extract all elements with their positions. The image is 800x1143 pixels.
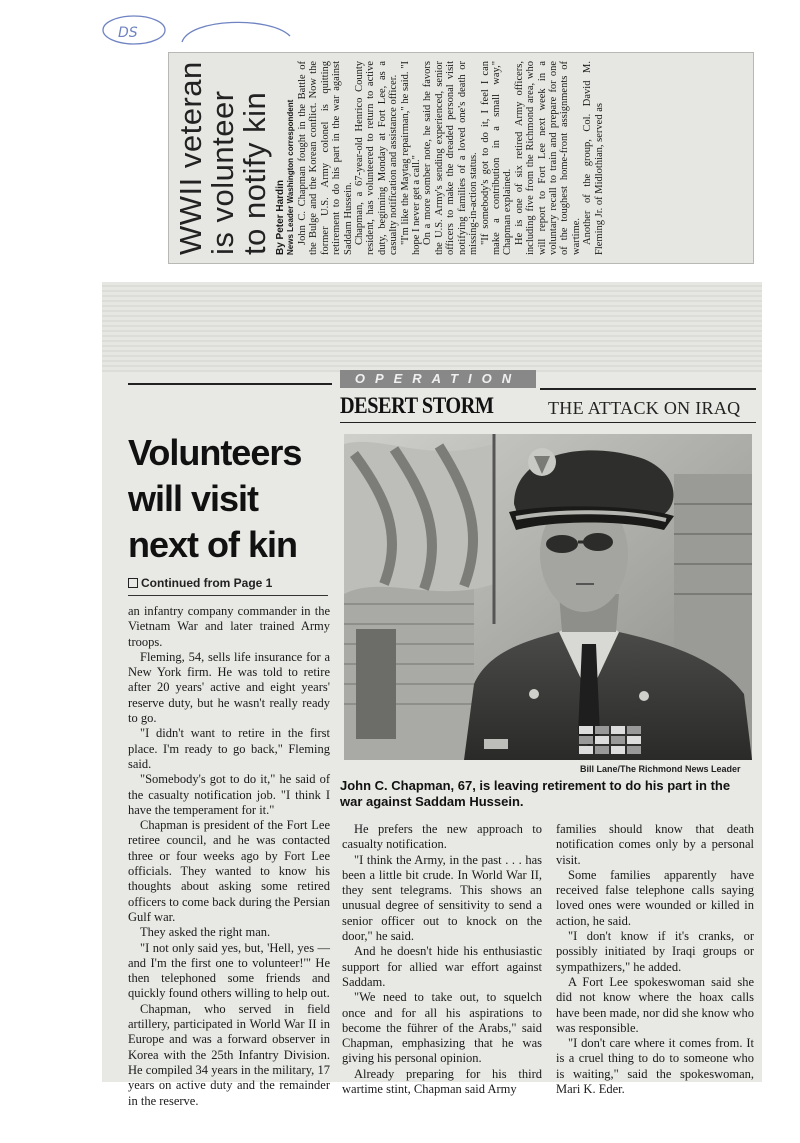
desert-storm-title: DESERT STORM	[340, 393, 494, 418]
paragraph: "I don't know if it's cranks, or possibly initiated by Iraqi groups or sympathizers," he added.	[556, 929, 754, 974]
continued-from-label	[128, 576, 272, 590]
scan-noise-band	[102, 282, 762, 372]
square-bullet-icon	[128, 578, 138, 588]
svg-text:DS: DS	[118, 25, 138, 41]
top-clipping-body	[297, 61, 605, 255]
headline-line: Volunteers	[128, 432, 302, 473]
top-clipping	[168, 52, 754, 264]
top-byline-affiliation: News Leader Washington correspondent	[286, 99, 295, 255]
top-headline-line: is volunteer	[205, 90, 240, 255]
header-rule-left	[128, 383, 332, 385]
paragraph: "I didn't want to retire in the first place. I'm ready to go back," Fleming said.	[128, 726, 330, 771]
header-rule-right	[540, 388, 756, 390]
headline-line: next of kin	[128, 524, 298, 565]
officer-photo	[344, 434, 752, 760]
top-clipping-rotated-content	[169, 53, 753, 263]
headline-line: will visit	[128, 478, 259, 519]
paragraph: "We need to take out, to squelch once and for all his aspirations to become the führer of the Arabs," said Chapman, emphasizing that he was giving his personal opinion.	[342, 990, 542, 1066]
paragraph: families should know that death notification comes only by a personal visit.	[556, 822, 754, 867]
paragraph: "If somebody's got to do it, I feel I can make a contribution in a small way," Chapman explained.	[479, 61, 514, 255]
paragraph: John C. Chapman fought in the Battle of the Bulge and the Korean conflict. Now the former U.S. Army colonel is quitting retirement to do his part in the war against Saddam Hussein.	[297, 61, 354, 255]
paragraph: Already preparing for his third wartime stint, Chapman said Army	[342, 1066, 542, 1097]
article-column-3	[556, 822, 754, 1097]
photo-caption: John C. Chapman, 67, is leaving retirement to do his part in the war against Saddam Hussein.	[340, 778, 731, 809]
attack-on-iraq-subtitle: THE ATTACK ON IRAQ	[548, 398, 741, 418]
operation-banner: OPERATION	[340, 370, 536, 388]
top-clipping-headline	[175, 61, 271, 255]
continued-rule	[128, 595, 328, 596]
paragraph: He prefers the new approach to casualty notification.	[342, 822, 542, 852]
paragraph: Some families apparently have received false telephone calls saying loved ones were wounded or killed in action, he said.	[556, 867, 754, 928]
paragraph: "I'm like the Maytag repairman," he said. "I hope I never get a call."	[399, 61, 423, 255]
paragraph: "I don't care where it comes from. It is a cruel thing to do to someone who is waiting," said the spokeswoman, Mari K. Eder.	[556, 1036, 754, 1097]
article-column-2	[342, 822, 542, 1097]
paragraph: They asked the right man.	[140, 925, 271, 940]
continued-text: Continued from Page 1	[141, 576, 273, 590]
paragraph: He is one of six retired Army officers, including five from the Richmond area, who will report to Fort Lee next week in a voluntary recall to train and prepare for one of the toughest home-front assignments of wartime.	[513, 61, 582, 255]
paragraph: Fleming, 54, sells life insurance for a New York firm. He was told to retire after 20 years' active and eight years' reserve duty, but he wasn't really ready to go.	[128, 649, 330, 726]
paragraph: A Fort Lee spokeswoman said she did not know where the hoax calls have been made, nor did she know who was responsible.	[556, 974, 754, 1035]
paragraph: "I think the Army, in the past . . . has been a little bit crude. In World War II, they sent telegrams. This shows an unusual degree of sensitivity to send a senior officer out to knock on the door," he said.	[342, 852, 542, 944]
paragraph: Chapman, a 67-year-old Henrico County resident, has volunteered to return to active duty, beginning Monday at Fort Lee, as a casualty notification and assistance officer.	[354, 61, 400, 255]
top-headline-line: to notify kin	[237, 91, 272, 255]
handwritten-marks	[100, 12, 300, 48]
paragraph: "I not only said yes, but, 'Hell, yes — and I'm the first one to volunteer!'" He then telephoned some friends and quickly found others willing to help out.	[128, 940, 330, 1001]
top-byline: By Peter Hardin	[275, 179, 286, 255]
paragraph: Another of the group, Col. David M. Fleming Jr. of Midlothian, served as	[582, 61, 605, 255]
paragraph: And he doesn't hide his enthusiastic support for allied war effort against Saddam.	[342, 944, 542, 989]
article-column-1	[128, 604, 330, 1109]
paragraph: On a more somber note, he said he favors the U.S. Army's sending experienced, senior officers to make the dreaded personal visit notifying families of a loved one's death or missing-in-action status.	[422, 61, 480, 255]
paragraph: "Somebody's got to do it," he said of the casualty notification job. "I think I have the temperament for it."	[128, 772, 330, 817]
photo-credit: Bill Lane/The Richmond News Leader	[580, 764, 741, 774]
paragraph: Chapman, who served in field artillery, participated in World War II in Europe and was a forward observer in Korea with the 25th Infantry Division. He compiled 34 years in the military, 17 years on active duty and the remainder in the reserve.	[128, 1001, 330, 1108]
top-headline-line: WWII veteran	[173, 61, 208, 255]
paragraph: Chapman is president of the Fort Lee retiree council, and he was contacted three or four weeks ago by Fort Lee officials. They wanted to know his thoughts about asking some retired officers to come back during the Persian Gulf war.	[128, 818, 330, 924]
paragraph: an infantry company commander in the Vietnam War and later trained Army troops.	[128, 604, 330, 649]
main-headline	[128, 430, 338, 568]
banner-underline	[340, 422, 756, 423]
